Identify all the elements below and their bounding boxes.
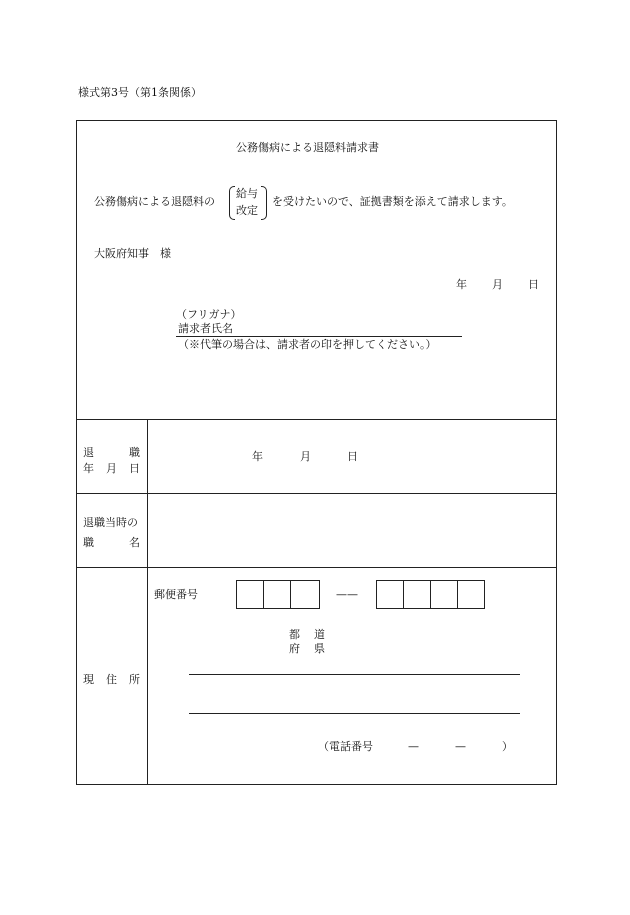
postal-code-dash: —— xyxy=(336,588,358,601)
form-frame xyxy=(76,120,557,785)
position-label-line2 xyxy=(83,534,140,550)
retirement-date-label-char: 年 xyxy=(83,462,94,475)
row-divider xyxy=(76,493,557,494)
retirement-date-day[interactable]: 日 xyxy=(347,450,358,463)
prefecture-suffix-line2 xyxy=(289,640,325,656)
postal-digit-box[interactable] xyxy=(377,581,404,608)
prefecture-suffix-char: 県 xyxy=(314,642,325,655)
postal-digit-box[interactable] xyxy=(431,581,458,608)
postal-digit-box[interactable] xyxy=(458,581,484,608)
application-date-day: 日 xyxy=(528,278,539,291)
bracket-left xyxy=(229,186,235,220)
postal-code-first-boxes xyxy=(236,580,320,609)
application-date-month: 月 xyxy=(492,278,503,291)
statement-option-kaitei[interactable]: 改定 xyxy=(236,204,258,217)
retirement-date-label-line2 xyxy=(83,460,140,476)
furigana-label: （フリガナ） xyxy=(176,308,242,321)
position-label-char: 職 xyxy=(83,536,94,549)
bracket-right xyxy=(261,186,267,220)
statement-option-kyuyo[interactable]: 給与 xyxy=(236,187,258,200)
application-date-year: 年 xyxy=(456,278,467,291)
address-line-2[interactable] xyxy=(189,713,520,714)
retirement-date-year[interactable]: 年 xyxy=(252,450,263,463)
phone-label: （電話番号 xyxy=(318,740,373,753)
prefecture-suffix-char: 都 xyxy=(289,628,300,641)
phone-dash: — xyxy=(455,740,466,753)
retirement-date-label-line1 xyxy=(83,444,140,460)
label-column-divider xyxy=(147,419,148,785)
phone-close-paren: ） xyxy=(502,740,513,753)
address-label-char: 住 xyxy=(106,673,117,686)
postal-digit-box[interactable] xyxy=(291,581,319,608)
row-divider xyxy=(76,567,557,568)
retirement-date-label-char: 月 xyxy=(106,462,117,475)
address-label xyxy=(83,671,140,687)
position-field[interactable] xyxy=(150,496,554,564)
postal-code-second-boxes xyxy=(376,580,485,609)
postal-digit-box[interactable] xyxy=(404,581,431,608)
position-label-char: 名 xyxy=(129,536,140,549)
statement-prefix: 公務傷病による退隠料の xyxy=(94,195,215,208)
prefecture-suffix-char: 府 xyxy=(289,642,300,655)
retirement-date-month[interactable]: 月 xyxy=(300,450,311,463)
applicant-name-field[interactable] xyxy=(176,336,462,337)
addressee: 大阪府知事 様 xyxy=(94,247,171,260)
proxy-note: （※代筆の場合は、請求者の印を押してください。） xyxy=(178,338,437,351)
address-label-char: 現 xyxy=(83,673,94,686)
postal-digit-box[interactable] xyxy=(264,581,291,608)
retirement-date-label-char: 日 xyxy=(129,462,140,475)
phone-dash: — xyxy=(408,740,419,753)
form-title: 公務傷病による退隠料請求書 xyxy=(236,141,379,154)
postal-digit-box[interactable] xyxy=(237,581,264,608)
address-line-1[interactable] xyxy=(189,674,520,675)
retirement-date-label-char: 退 xyxy=(83,446,94,459)
postal-code-label: 郵便番号 xyxy=(154,588,198,601)
position-label-line1: 退職当時の xyxy=(83,516,138,529)
row-divider xyxy=(76,419,557,420)
form-number: 様式第3号（第1条関係） xyxy=(78,86,202,99)
prefecture-suffix-char: 道 xyxy=(314,628,325,641)
statement-suffix: を受けたいので、証拠書類を添えて請求します。 xyxy=(272,195,513,208)
retirement-date-label-char: 職 xyxy=(129,446,140,459)
address-label-char: 所 xyxy=(129,673,140,686)
applicant-name-label: 請求者氏名 xyxy=(178,322,233,335)
